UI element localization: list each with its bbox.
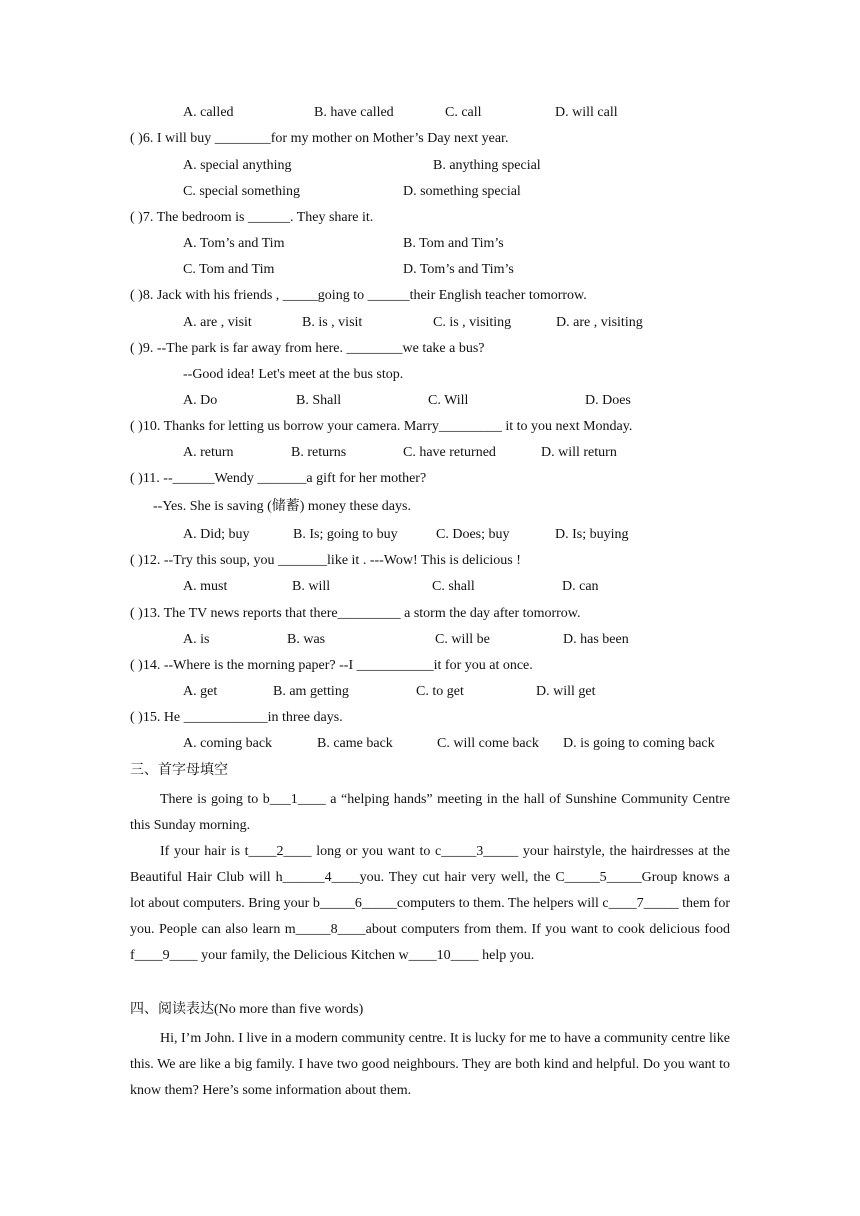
question-7-stem: ( )7. The bedroom is ______. They share it. [130, 210, 374, 225]
q11-option-a: A. Did; buy [183, 527, 250, 542]
q8-option-b: B. is , visit [302, 315, 363, 330]
question-10-stem: ( )10. Thanks for letting us borrow your camera. Marry_________ it to you next Monday. [130, 419, 633, 434]
q13-option-a: A. is [183, 632, 210, 647]
q15-option-b: B. came back [317, 736, 393, 751]
q6-option-c: C. special something [183, 184, 301, 199]
q15-option-c: C. will come back [437, 736, 539, 751]
q13-option-c: C. will be [435, 632, 490, 647]
question-14-stem: ( )14. --Where is the morning paper? --I ___________it for you at once. [130, 658, 533, 673]
q14-option-b: B. am getting [273, 684, 349, 699]
q10-option-c: C. have returned [403, 445, 496, 460]
q7-option-b: B. Tom and Tim’s [403, 236, 504, 251]
q5-option-b: B. have called [314, 105, 394, 120]
q5-option-c: C. call [445, 105, 482, 120]
section-3-paragraph-2: If your hair is t____2____ long or you want to c_____3_____ your hairstyle, the hairdresses at the Beautiful Hair Club will h______4____you. They cut hair very well, the C_____5_____Group knows a lot about computers. Bring your b_____6_____computers to them. The helpers will c____7_____ them for you. People can also learn m_____8____about computers from them. If you want to cook delicious food f____9____ your family, the Delicious Kitchen w____10____ help you. [130, 844, 730, 963]
section-4-passage [130, 1026, 730, 1104]
question-9-stem: ( )9. --The park is far away from here. ________we take a bus? [130, 341, 485, 356]
q6-option-d: D. something special [403, 184, 521, 199]
question-8-stem: ( )8. Jack with his friends , _____going to ______their English teacher tomorrow. [130, 288, 587, 303]
q13-option-d: D. has been [563, 632, 629, 647]
q15-option-a: A. coming back [183, 736, 273, 751]
q8-option-a: A. are , visit [183, 315, 252, 330]
section-4-paragraph-1: Hi, I’m John. I live in a modern community centre. It is lucky for me to have a community centre like this. We are like a big family. I have two good neighbours. They are both kind and helpful. Do you want to know them? Here’s some information about them. [130, 1031, 730, 1098]
q14-option-c: C. to get [416, 684, 464, 699]
q11-option-c: C. Does; buy [436, 527, 510, 542]
q7-option-c: C. Tom and Tim [183, 262, 275, 277]
q11-dialog-reply: --Yes. She is saving (储蓄) money these days. [153, 499, 411, 514]
q10-option-d: D. will return [541, 445, 617, 460]
q12-option-c: C. shall [432, 579, 475, 594]
q5-option-d: D. will call [555, 105, 618, 120]
q9-option-a: A. Do [183, 393, 218, 408]
q9-option-d: D. Does [585, 393, 631, 408]
question-11-stem: ( )11. --______Wendy _______a gift for her mother? [130, 471, 427, 486]
question-13-stem: ( )13. The TV news reports that there_________ a storm the day after tomorrow. [130, 606, 581, 621]
q11-option-b: B. Is; going to buy [293, 527, 398, 542]
q7-option-d: D. Tom’s and Tim’s [403, 262, 514, 277]
section-3-paragraph-1: There is going to b___1____ a “helping hands” meeting in the hall of Sunshine Community Centre this Sunday morning. [130, 792, 730, 833]
section-4-title: 四、阅读表达(No more than five words) [130, 1002, 364, 1017]
question-15-stem: ( )15. He ____________in three days. [130, 710, 343, 725]
q12-option-a: A. must [183, 579, 228, 594]
section-3-passage [130, 787, 730, 969]
q11-option-d: D. Is; buying [555, 527, 629, 542]
q5-option-a: A. called [183, 105, 234, 120]
q13-option-b: B. was [287, 632, 326, 647]
q12-option-b: B. will [292, 579, 331, 594]
q9-option-b: B. Shall [296, 393, 342, 408]
q12-option-d: D. can [562, 579, 599, 594]
section-3-title: 三、首字母填空 [130, 763, 228, 778]
q9-option-c: C. Will [428, 393, 469, 408]
q7-option-a: A. Tom’s and Tim [183, 236, 285, 251]
q8-option-d: D. are , visiting [556, 315, 643, 330]
q6-option-b: B. anything special [433, 158, 541, 173]
q10-option-b: B. returns [291, 445, 347, 460]
q10-option-a: A. return [183, 445, 234, 460]
q8-option-c: C. is , visiting [433, 315, 512, 330]
q9-dialog-reply: --Good idea! Let's meet at the bus stop. [183, 367, 404, 382]
question-6-stem: ( )6. I will buy ________for my mother on Mother’s Day next year. [130, 131, 509, 146]
q15-option-d: D. is going to coming back [563, 736, 715, 751]
q14-option-d: D. will get [536, 684, 596, 699]
question-12-stem: ( )12. --Try this soup, you _______like it . ---Wow! This is delicious ! [130, 553, 521, 568]
q14-option-a: A. get [183, 684, 218, 699]
q6-option-a: A. special anything [183, 158, 292, 173]
